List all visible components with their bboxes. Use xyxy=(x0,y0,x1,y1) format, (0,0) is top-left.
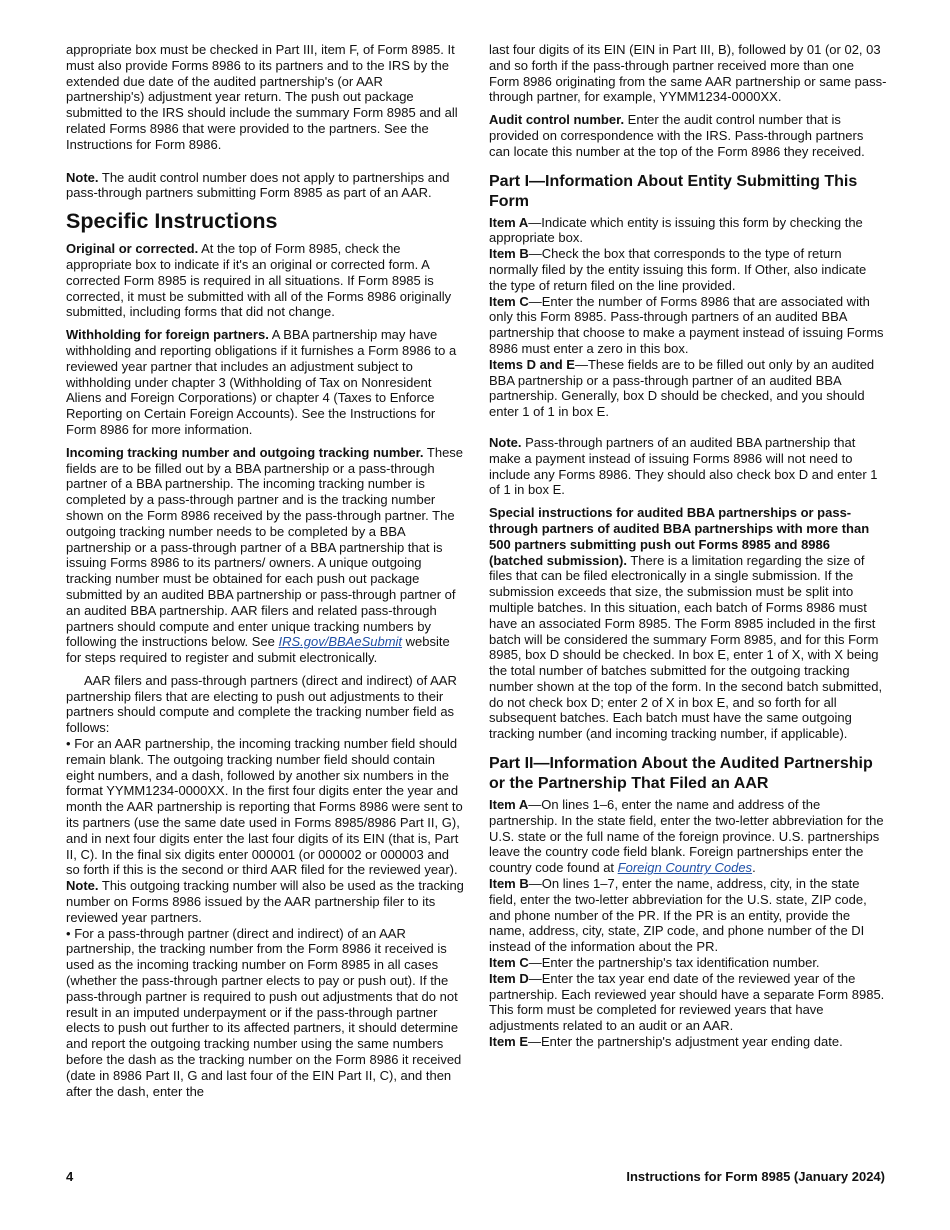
part-i-heading: Part I—Information About Entity Submitting This Form xyxy=(489,172,858,210)
paragraph-audit-control-number: Audit control number. Enter the audit control number that is provided on correspondence with the IRS. Pass-through partners can locate this number at the top of the Form 8986 they received. xyxy=(489,112,865,159)
irs-bbaesubmit-link[interactable]: IRS.gov/BBAeSubmit xyxy=(278,634,403,650)
paragraph-special-instructions: Special instructions for audited BBA partnerships or pass-through partners of audited BBA partnerships with more than 500 partners submitting push out Forms 8985 and 8986 (batched submission). There is a limitation regarding the size of files that can be filed electronically in a single submission. If the submission exceeds that size, the submission must be split into multiple batches. In this situation, each batch of Forms 8986 must have an associated Form 8985. The Form 8985 included in the first batch will be considered the summary Form 8985, and for this Form 8985, box D should be checked. In box E, enter 1 of X, with X being the total number of batches submitted for the outgoing tracking number shown at the top of the form. In the second batch submitted, do not check box D; enter 2 of X in box E, and so forth for all subsequent batches. Each batch must have the same outgoing tracking number (and incoming tracking number, if applicable). xyxy=(489,505,883,742)
note-pass-through-payment: Note. Pass-through partners of an audited BBA partnership that make a payment instead of issuing Forms 8986 will not need to include any Forms 8986. They should also check box D and enter 1 of 1 in box E. xyxy=(489,434,878,498)
run-in-heading: Withholding for foreign partners. xyxy=(66,327,269,343)
bullet-pass-through-partner: • For a pass-through partner (direct and indirect) of an AAR partnership, the tracking number from the Form 8986 it received is used as the incoming tracking number on Form 8985 in all cases (whether the pass-through partner elects to pay or push out). If the pass-through partner is required to push out adjustments that do not result in an imputed underpayment or if the pass-through partner elects to push out further to its affected partners, it should determine and report the outgoing tracking number using the same numbers before the dash as the tracking number on the Form 8986 it received (date in 8986 Part II, G and last four of the EIN Part II, C), and then after the dash, enter the xyxy=(66,925,462,1099)
part-ii-item-b: Item B—On lines 1–7, enter the name, address, city, in the state field, enter the two-letter abbreviation for the U.S. state, ZIP code, and phone number of the PR. If the PR is an entity, provide the name, address, city, state, ZIP code, and phone number of the DI instead of the information about the PR. xyxy=(489,876,867,955)
part-i-item-b: Item B—Check the box that corresponds to the type of return normally filed by the entity issuing this form. If Other, also indicate the type of return filed on the line provided. xyxy=(489,246,867,293)
part-ii-item-a: Item A—On lines 1–6, enter the name and address of the partnership. In the state field, enter the two-letter abbreviation for the U.S. state or the full name of the foreign province. U.S. partnerships leave the country code field blank. Foreign partnerships enter the country code found at Foreign Country Codes. xyxy=(489,797,884,876)
bullet-aar-partnership: • For an AAR partnership, the incoming tracking number field should remain blank. The outgoing tracking number field should contain eight numbers, and a dash, followed by another six numbers in the format YYMM1234-0000XX. In the first four digits enter the year and month the AAR partnership is reporting that Forms 8986 were sent to its partners (use the same date used in Forms 8985/8986 Part II, G), and in next four digits enter the last four digits of its EIN (that is, Part II, C). In the final six digits enter 000001 (or 000002 or 000003 and so forth if this is the second or third AAR filed for the reviewed year). xyxy=(66,736,463,878)
intro-paragraph: appropriate box must be checked in Part III, item F, of Form 8985. It must also provide Forms 8986 to its partners and to the IRS by the extended due date of the audited partnership's (or AAR partnership's) adjustment year return. The push out package submitted to the IRS should include the summary Form 8985 and all related Forms 8986 that were provided to the partners. See the Instructions for Form 8986. xyxy=(66,42,458,152)
part-i-item-a: Item A—Indicate which entity is issuing this form by checking the appropriate box. xyxy=(489,214,863,246)
run-in-heading: Special instructions for audited BBA partnerships or pass-through partners of audited BBA partnerships with more than 500 partners submitting push out Forms 8985 and 8986 (batched submission). xyxy=(489,505,870,568)
right-column xyxy=(489,42,887,1050)
part-ii-item-c: Item C—Enter the partnership's tax identification number. xyxy=(489,955,820,971)
bullet-icon: • xyxy=(66,736,71,752)
note-outgoing-tracking: Note. This outgoing tracking number will also be used as the tracking number on Forms 8986 issued by the AAR partnership filer to its reviewed year partners. xyxy=(66,878,464,925)
left-column xyxy=(66,42,464,1099)
run-in-heading: Incoming tracking number and outgoing tracking number. xyxy=(66,444,424,460)
paragraph-tracking-number: Incoming tracking number and outgoing tracking number. These fields are to be filled out by a BBA partnership or a pass-through partner of a BBA partnership. The incoming tracking number is completed by a pass-through partner and is the tracking number shown on the Form 8986 received by the pass-through partner. The outgoing tracking number needs to be completed by a BBA partnership or a pass-through partner of a BBA partnership that is issuing Forms 8986 to its partners/ owners. A unique outgoing tracking number must be obtained for each push out package submitted by an audited BBA partnership or pass-through partner of an audited BBA partnership. AAR filers and related pass-through partners should compute and enter unique tracking numbers by following the instructions below. See IRS.gov/BBAeSubmit website for steps required to register and submit electronically. xyxy=(66,444,464,666)
paragraph-aar-filers: AAR filers and pass-through partners (direct and indirect) of AAR partnership filers that are electing to push out adjustments to their partners should compute and complete the tracking number field as follows: xyxy=(66,672,457,736)
part-i-item-c: Item C—Enter the number of Forms 8986 that are associated with only this Form 8985. Pass-through partners of an audited BBA partnership that choose to make a payment instead of issuing Forms 8986 must enter a zero in this box. xyxy=(489,293,884,356)
continuation-paragraph: last four digits of its EIN (EIN in Part III, B), followed by 01 (or 02, 03 and so forth if the pass-through partner received more than one Form 8986 originating from the same AAR partnership or same pass-through partner, for example, YYMM1234-0000XX. xyxy=(489,42,887,105)
part-ii-item-e: Item E—Enter the partnership's adjustment year ending date. xyxy=(489,1034,843,1050)
bullet-icon: • xyxy=(66,925,71,941)
note-audit-control xyxy=(66,170,464,202)
run-in-heading: Original or corrected. xyxy=(66,241,199,257)
foreign-country-codes-link[interactable]: Foreign Country Codes xyxy=(617,860,753,876)
section-heading-specific-instructions: Specific Instructions xyxy=(66,209,278,234)
document-title: Instructions for Form 8985 (January 2024) xyxy=(626,1169,885,1184)
paragraph-original-or-corrected: Original or corrected. At the top of Form 8985, check the appropriate box to indicate if it's an original or corrected form. A corrected Form 8985 is required in all situations. If Form 8985 is corrected, it must be submitted with all of the Forms 8986 originally submitted, including forms that did not change. xyxy=(66,241,452,320)
run-in-heading: Audit control number. xyxy=(489,112,625,128)
part-ii-item-d: Item D—Enter the tax year end date of the reviewed year of the partnership. Each reviewed year should have a separate Form 8985. This form must be completed for reviewed years that have adjustments related to an audit or an AAR. xyxy=(489,970,885,1034)
page-number: 4 xyxy=(66,1169,74,1184)
note-label: Note. xyxy=(66,169,99,185)
note-text: The audit control number does not apply to partnerships and pass-through partners submitting Form 8985 as part of an AAR. xyxy=(66,169,450,201)
part-ii-heading: Part II—Information About the Audited Partnership or the Partnership That Filed an AAR xyxy=(489,755,873,793)
paragraph-withholding: Withholding for foreign partners. A BBA partnership may have withholding and reporting obligations if it furnishes a Form 8986 to a reviewed year partner that includes an adjustment subject to withholding under chapter 3 (Withholding of Tax on Nonresident Aliens and Foreign Corporations) or chapter 4 (Taxes to Enforce Reporting on Certain Foreign Accounts). See the Instructions for Form 8986 for more information. xyxy=(66,327,457,437)
part-i-items-d-e: Items D and E—These fields are to be filled out only by an audited BBA partnership or a pass-through partner of an audited BBA partnership. Generally, box D should be checked, and you should enter 1 of 1 in box E. xyxy=(489,356,875,420)
